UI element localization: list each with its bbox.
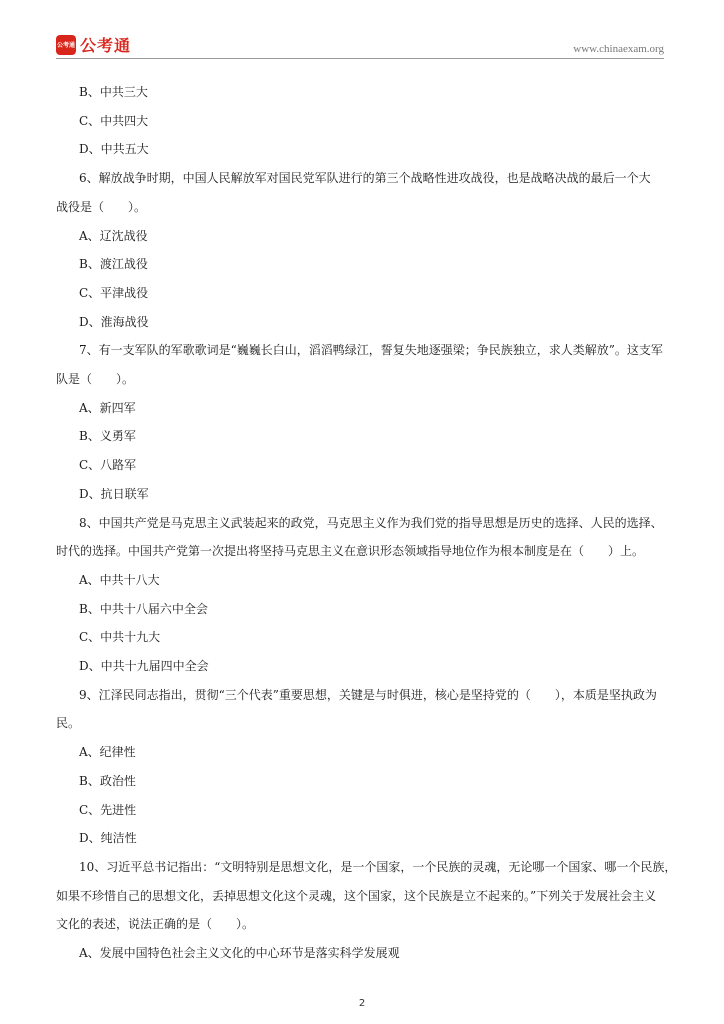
question-text: 6、解放战争时期，中国人民解放军对国民党军队进行的第三个战略性进攻战役，也是战略决战的最后一个大 [79, 171, 651, 186]
answer-option: A、新四军 [79, 400, 136, 415]
answer-option: A、中共十八大 [79, 572, 160, 587]
question-text: 10、习近平总书记指出：“文明特别是思想文化，是一个国家，一个民族的灵魂，无论哪一个国家、哪一个民族， [79, 859, 677, 874]
answer-option: D、中共五大 [79, 142, 149, 157]
answer-option: B、中共十八届六中全会 [79, 601, 208, 616]
answer-option: B、政治性 [79, 773, 136, 788]
question-text: 文化的表述，说法正确的是（ ）。 [56, 917, 255, 932]
answer-option: B、义勇军 [79, 429, 136, 444]
question-text: 7、有一支军队的军歌歌词是“巍巍长白山，滔滔鸭绿江，誓复失地逐强梁；争民族独立，求人类解放”。这支军 [79, 343, 663, 358]
logo-badge-icon: 公考通 [56, 35, 76, 55]
question-text: 民。 [56, 716, 81, 731]
question-text: 队是（ ）。 [56, 372, 135, 387]
question-text: 战役是（ ）。 [56, 199, 147, 214]
question-text: 如果不珍惜自己的思想文化，丢掉思想文化这个灵魂，这个国家，这个民族是立不起来的。”下列关于发展社会主义 [56, 888, 657, 903]
answer-option: D、纯洁性 [79, 831, 137, 846]
answer-option: A、辽沈战役 [79, 228, 148, 243]
document-body [56, 78, 677, 968]
answer-option: C、八路军 [79, 458, 137, 473]
page-number: 2 [358, 998, 366, 1009]
question-text: 9、江泽民同志指出，贯彻“三个代表”重要思想，关键是与时俱进，核心是坚持党的（ ），本质是坚执政为 [79, 687, 657, 702]
answer-option: C、中共十九大 [79, 630, 161, 645]
answer-option: D、淮海战役 [79, 314, 149, 329]
question-text: 时代的选择。中国共产党第一次提出将坚持马克思主义在意识形态领域指导地位作为根本制度是在（ ）上。 [56, 544, 645, 559]
header-divider [56, 58, 664, 59]
answer-option: B、中共三大 [79, 85, 148, 99]
logo-text: 公考通 [80, 36, 132, 55]
answer-option: C、中共四大 [79, 113, 149, 128]
logo[interactable] [56, 33, 131, 56]
answer-option: C、先进性 [79, 802, 137, 817]
answer-option: C、平津战役 [79, 285, 149, 300]
answer-option: A、纪律性 [79, 745, 136, 760]
answer-option: A、发展中国特色社会主义文化的中心环节是落实科学发展观 [79, 946, 400, 961]
answer-option: D、中共十九届四中全会 [79, 659, 209, 674]
site-url-link[interactable]: www.chinaexam.org [573, 43, 664, 55]
page-header [56, 33, 664, 59]
answer-option: B、渡江战役 [79, 257, 148, 272]
question-text: 8、中国共产党是马克思主义武装起来的政党，马克思主义作为我们党的指导思想是历史的选择、人民的选择、 [79, 515, 663, 530]
answer-option: D、抗日联军 [79, 486, 149, 501]
